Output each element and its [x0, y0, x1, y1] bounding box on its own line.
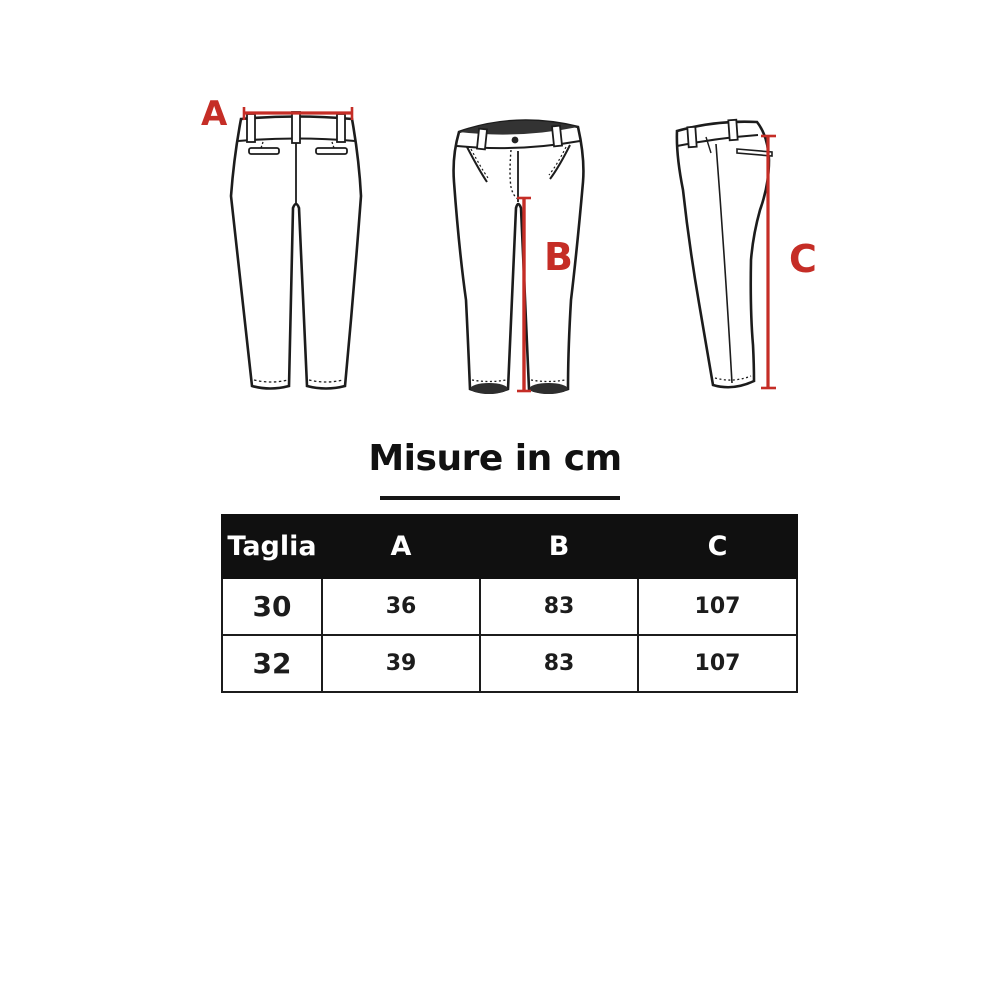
size-table-header-row	[222, 515, 797, 578]
belt-loop	[687, 127, 696, 148]
cell-c: 107	[638, 578, 797, 635]
cell-size: 32	[222, 635, 322, 692]
cell-b: 83	[480, 578, 638, 635]
cell-size: 30	[222, 578, 322, 635]
pants-side-outline	[677, 122, 769, 388]
header-a: A	[322, 515, 480, 578]
belt-loop	[477, 129, 487, 150]
belt-loop	[552, 126, 562, 147]
pants-measurement-diagram	[0, 0, 1000, 445]
cell-a: 36	[322, 578, 480, 635]
cell-b: 83	[480, 635, 638, 692]
belt-loop	[292, 112, 300, 143]
measure-label-a: A	[201, 94, 228, 134]
hem-shadow	[530, 383, 568, 394]
page-title: Misure in cm	[368, 438, 622, 479]
table-row	[222, 578, 797, 635]
back-pocket-welt	[316, 148, 347, 154]
cell-a: 39	[322, 635, 480, 692]
measure-label-b: B	[544, 235, 573, 279]
measure-label-c: C	[789, 237, 817, 281]
pants-side-view-drawing	[677, 120, 772, 388]
header-c: C	[638, 515, 797, 578]
waist-button	[512, 137, 519, 144]
size-table	[221, 514, 798, 693]
hem-shadow	[471, 383, 508, 394]
belt-loop	[337, 114, 345, 142]
back-pocket-welt	[249, 148, 279, 154]
pants-back-view-drawing	[231, 112, 361, 389]
table-row	[222, 635, 797, 692]
cell-c: 107	[638, 635, 797, 692]
header-b: B	[480, 515, 638, 578]
header-taglia: Taglia	[222, 515, 322, 578]
belt-loop	[728, 120, 737, 141]
belt-loop	[247, 114, 255, 142]
title-underline	[380, 496, 620, 500]
